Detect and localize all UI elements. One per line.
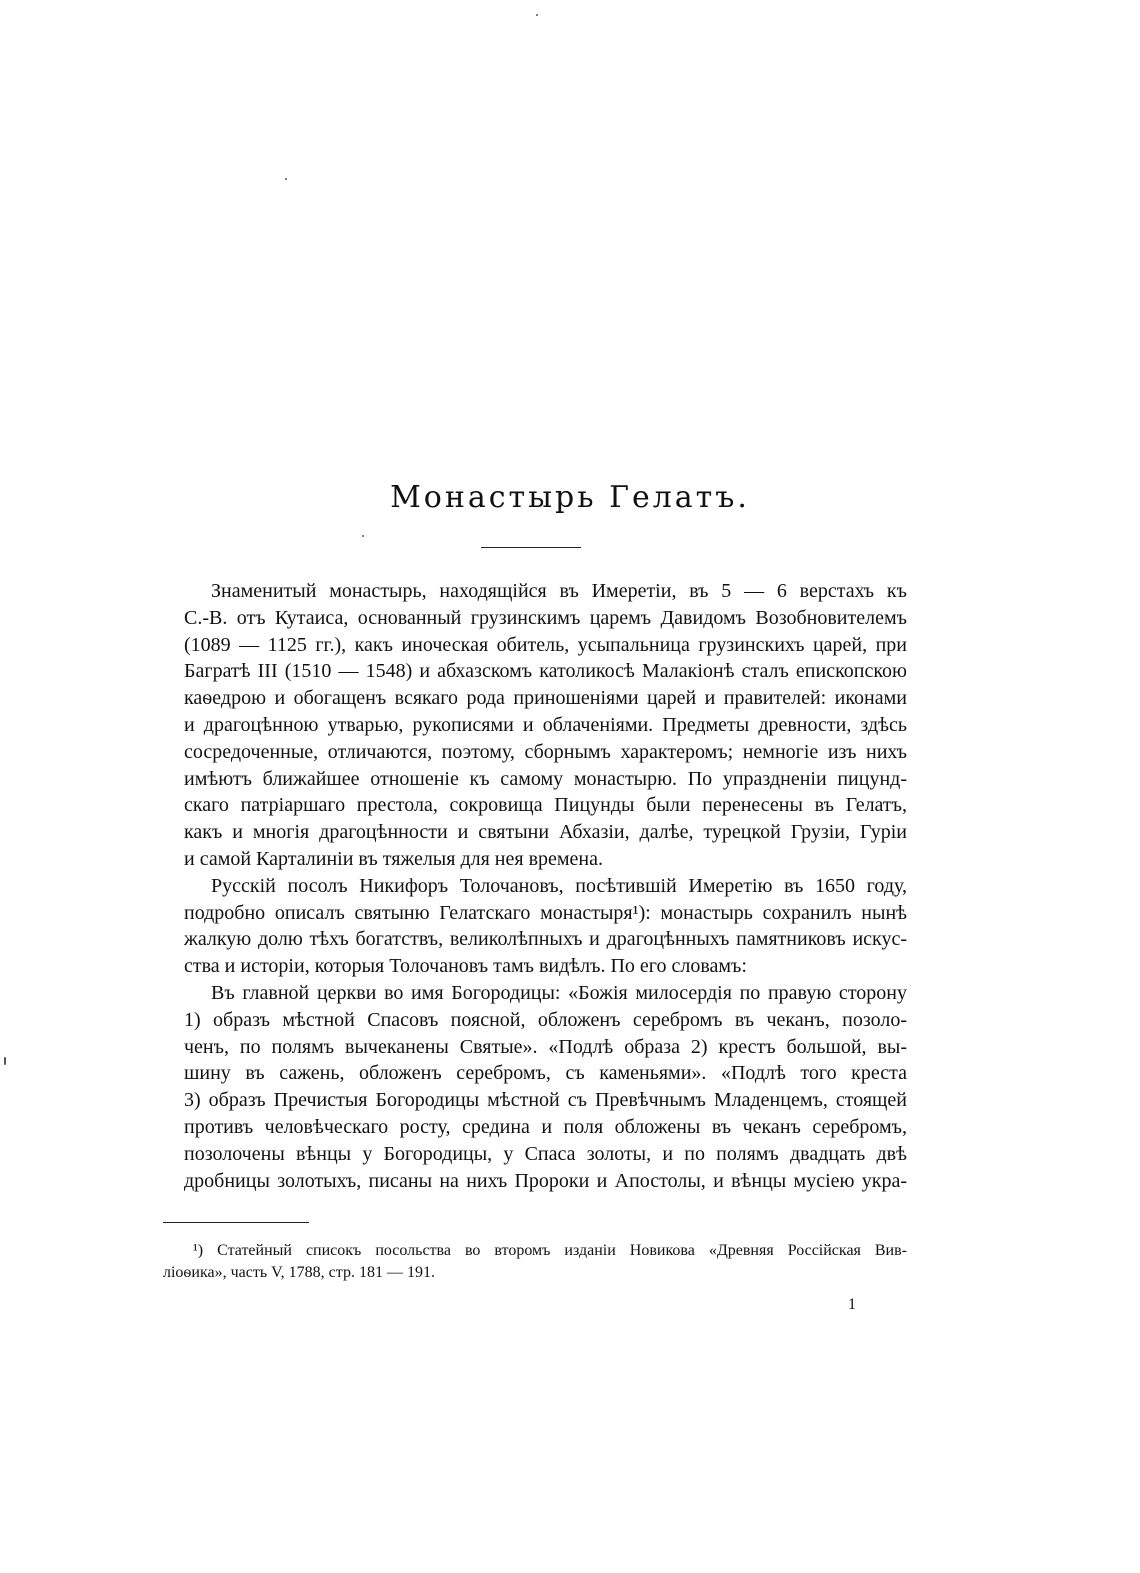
- page-number: 1: [848, 1296, 856, 1313]
- footnote-line: ліоѳика», часть V, 1788, стр. 181 — 191.: [163, 1264, 435, 1281]
- text-line: (1089 — 1125 гг.), какъ иноческая обитель, усыпальница грузинскихъ царей, при: [184, 633, 907, 656]
- text-line: Знаменитый монастырь, находящійся въ Имеретіи, въ 5 — 6 верстахъ къ: [211, 580, 907, 602]
- scan-speck: [536, 14, 538, 16]
- text-line: Въ главной церкви во имя Богородицы: «Божія милосердія по правую сторону: [211, 981, 907, 1004]
- text-line: ченъ, по полямъ вычеканены Святые». «Подлѣ образа 2) крестъ большой, вы-: [184, 1035, 907, 1058]
- text-line: дробницы золотыхъ, писаны на нихъ Пророки и Апостолы, и вѣнцы мусіею укра-: [184, 1169, 907, 1192]
- text-line: Русскій посолъ Никифоръ Толочановъ, посѣтившій Имеретію въ 1650 году,: [211, 874, 907, 897]
- title-divider: [481, 547, 581, 548]
- text-line: подробно описалъ святыню Гелатскаго монастыря¹): монастырь сохранилъ нынѣ: [184, 901, 907, 924]
- text-line: скаго патріаршаго престола, сокровища Пицунды были перенесены въ Гелатъ,: [184, 794, 907, 817]
- footnote: [163, 1240, 907, 1284]
- text-line: и драгоцѣнною утварью, рукописями и облаченіями. Предметы древности, здѣсь: [184, 713, 907, 736]
- paragraph: [157, 980, 907, 1194]
- text-line: имѣютъ ближайшее отношеніе къ самому монастырю. По упраздненіи пицунд-: [184, 767, 907, 790]
- page-title: Монастырь Гелатъ.: [390, 480, 750, 515]
- text-line: С.-В. отъ Кутаиса, основанный грузинскимъ царемъ Давидомъ Возобновителемъ: [184, 606, 907, 629]
- text-line: 1) образъ мѣстной Спасовъ поясной, обложенъ серебромъ въ чеканъ, позоло-: [184, 1008, 907, 1031]
- text-line: 3) образъ Пречистыя Богородицы мѣстной съ Превѣчнымъ Младенцемъ, стоящей: [184, 1089, 907, 1112]
- text-line: ства и исторіи, которыя Толочановъ тамъ видѣлъ. По его словамъ:: [184, 955, 747, 978]
- body-text: [157, 578, 907, 1194]
- text-line: позолочены вѣнцы у Богородицы, у Спаса золоты, и по полямъ двадцать двѣ: [184, 1142, 907, 1165]
- footnote-divider: [163, 1222, 309, 1223]
- paragraph: [157, 578, 907, 873]
- scan-speck: [362, 535, 364, 537]
- text-line: и самой Карталиніи въ тяжелыя для нея времена.: [184, 847, 604, 870]
- text-line: Багратѣ III (1510 — 1548) и абхазскомъ католикосѣ Малакіонѣ сталъ епископскою: [184, 660, 907, 683]
- footnote-line: ¹) Статейный списокъ посольства во второмъ изданіи Новикова «Древняя Россійская Вив-: [193, 1242, 907, 1259]
- text-line: жалкую долю тѣхъ богатствъ, великолѣпныхъ и драгоцѣнныхъ памятниковъ искус-: [184, 928, 907, 951]
- text-line: какъ и многія драгоцѣнности и святыни Абхазіи, далѣе, турецкой Грузіи, Гуріи: [184, 821, 907, 844]
- text-line: каѳедрою и обогащенъ всякаго рода приношеніями царей и правителей: иконами: [184, 687, 907, 710]
- scan-speck: [285, 178, 287, 180]
- text-line: сосредоченные, отличаются, поэтому, сборнымъ характеромъ; немногіе изъ нихъ: [184, 740, 907, 763]
- paragraph: [157, 873, 907, 980]
- scan-speck: [4, 1057, 6, 1065]
- text-line: шину въ сажень, обложенъ серебромъ, съ каменьями». «Подлѣ того креста: [184, 1062, 907, 1085]
- text-line: противъ человѣческаго росту, средина и поля обложены въ чеканъ серебромъ,: [184, 1115, 907, 1138]
